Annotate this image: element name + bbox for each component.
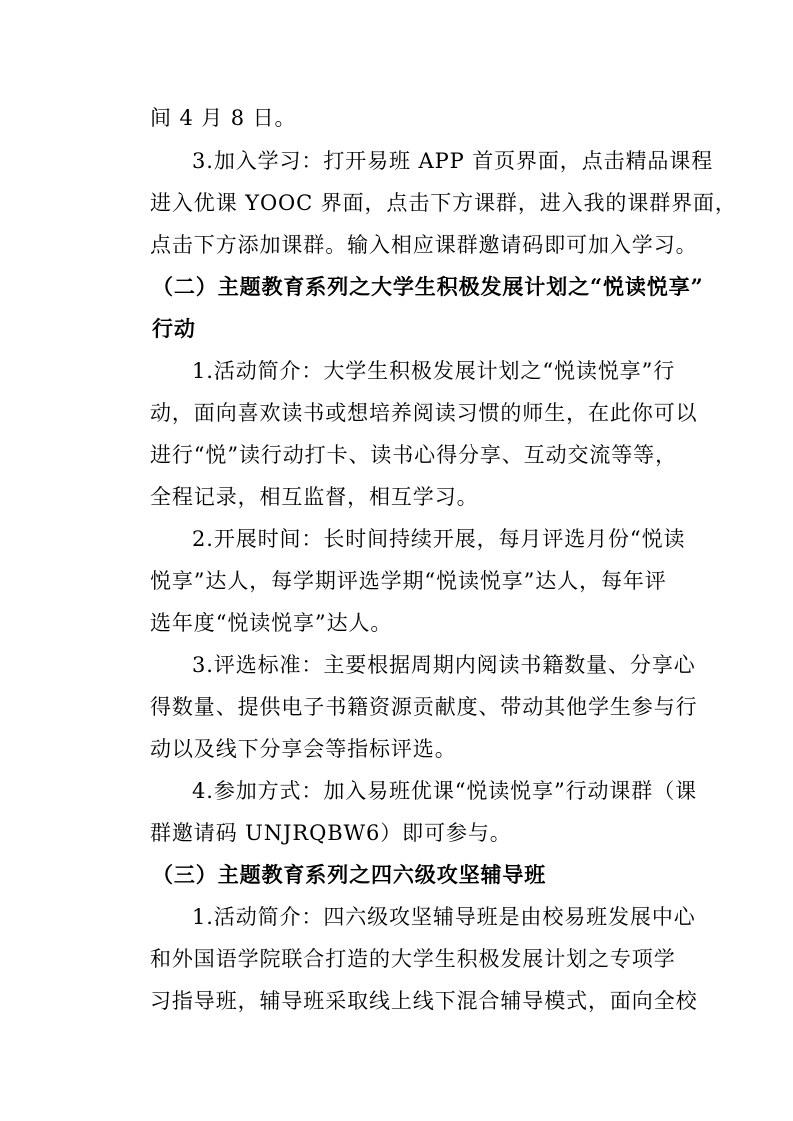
text-line: 悦享”达人，每学期评选学期“悦读悦享”达人，每年评 — [150, 569, 667, 593]
text-line: 和外国语学院联合打造的大学生积极发展计划之专项学 — [150, 947, 676, 971]
text-line: 群邀请码 UNJRQBW6）即可参与。 — [150, 821, 512, 845]
section-heading-2-cont: 行动 — [152, 316, 196, 341]
activity-intro: 1.活动简介：四六级攻坚辅导班是由校易班发展中心 — [192, 905, 696, 929]
schedule-item: 2.开展时间：长时间持续开展，每月评选月份“悦读 — [192, 527, 686, 551]
text-line: 动，面向喜欢读书或想培养阅读习惯的师生，在此你可以 — [150, 401, 698, 425]
criteria-item: 3.评选标准：主要根据周期内阅读书籍数量、分享心 — [192, 653, 696, 677]
text-line: 点击下方添加课群。输入相应课群邀请码即可加入学习。 — [150, 233, 698, 257]
text-line: 选年度“悦读悦享”达人。 — [150, 611, 393, 635]
text-line: 得数量、提供电子书籍资源贡献度、带动其他学生参与行 — [150, 695, 698, 719]
text-line: 进入优课 YOOC 界面，点击下方课群，进入我的课群界面， — [150, 191, 737, 215]
text-line: 动以及线下分享会等指标评选。 — [150, 737, 457, 761]
text-line: 进行“悦”读行动打卡、读书心得分享、互动交流等等， — [150, 443, 677, 467]
text-line: 间 4 月 8 日。 — [150, 106, 297, 130]
text-line: 习指导班，辅导班采取线上线下混合辅导模式，面向全校 — [150, 989, 698, 1013]
activity-intro: 1.活动简介：大学生积极发展计划之“悦读悦享”行 — [192, 359, 676, 383]
text-line: 全程记录，相互监督，相互学习。 — [150, 485, 479, 509]
section-heading-2: （二）主题教育系列之大学生积极发展计划之“悦读悦享” — [152, 274, 704, 299]
section-heading-3: （三）主题教育系列之四六级攻坚辅导班 — [152, 862, 547, 887]
step-3-join-study: 3.加入学习：打开易班 APP 首页界面，点击精品课程 — [192, 149, 714, 173]
participation-item: 4.参加方式：加入易班优课“悦读悦享”行动课群（课 — [192, 779, 698, 803]
